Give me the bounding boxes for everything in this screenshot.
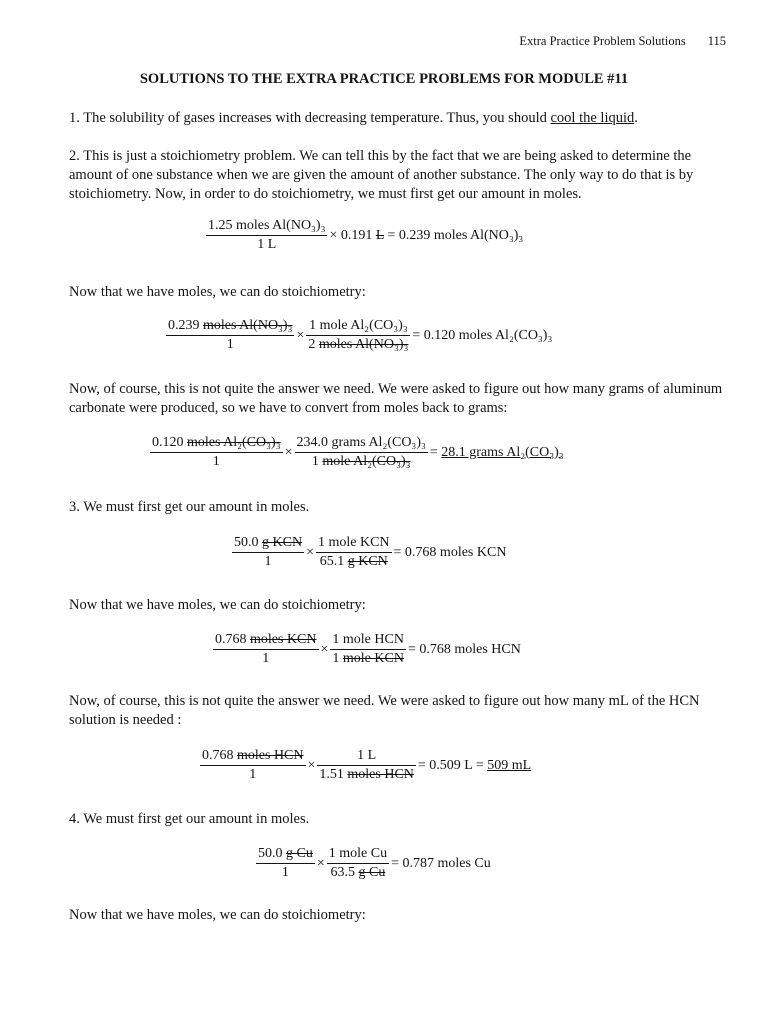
fraction: $\frac{\text{1 mole Cu}}{\text{63.5 g Cu}}$ <box>328 846 388 880</box>
cancelled-unit: moles KCN <box>250 632 317 647</box>
fraction: $\frac{\text{50.0 g KCN}}{1}$ <box>234 535 303 569</box>
cancelled-unit: mole KCN <box>342 651 404 666</box>
equation-6: $\frac{\text{0.768 moles HCN}}{1}$ × $\frac{1 L}{\text{1.51 moles HCN}}$ = 0.509 L = 509 mL <box>202 748 532 782</box>
answer-1-underlined: cool the liquid <box>550 110 635 126</box>
cancelled-unit: g KCN <box>347 554 388 569</box>
answer-4-intro: 4. We must first get our amount in moles. <box>69 811 310 827</box>
equation-3: $\frac{\text{0.120 moles Al₂(CO₃)₃}}{1}$ × $\frac{\text{234.0 grams Al₂(CO₃)₃}}{\text{1 mole Al₂(CO₃)₃}}$ = 28.1 grams Al₂(CO₃)₃ <box>152 435 564 469</box>
final-answer: 28.1 grams Al₂(CO₃)₃ <box>441 444 564 460</box>
cancelled-unit: mole Al₂(CO₃)₃ <box>322 454 411 469</box>
cancelled-unit: L <box>375 227 384 243</box>
paragraph-convert-ml: Now, of course, this is not quite the answer we need. We were asked to figure out how many mL of the HCN solution is needed : <box>69 693 700 728</box>
fraction: $\frac{\text{0.120 moles Al₂(CO₃)₃}}{1}$ <box>152 435 281 469</box>
paragraph-convert-grams: Now, of course, this is not quite the answer we need. We were asked to figure out how many grams of aluminum carbonate were produced, so we have to convert from moles back to grams: <box>69 381 723 416</box>
fraction: $\frac{\text{0.239 moles Al(NO₃)₃}}{1}$ <box>168 318 293 352</box>
fraction: $\frac{\text{234.0 grams Al₂(CO₃)₃}}{\text{1 mole Al₂(CO₃)₃}}$ <box>296 435 426 469</box>
cancelled-unit: moles Al₂(CO₃)₃ <box>187 435 281 450</box>
equation-7: $\frac{\text{50.0 g Cu}}{1}$ × $\frac{\text{1 mole Cu}}{\text{63.5 g Cu}}$ = 0.787 moles Cu <box>258 846 491 880</box>
fraction: $\frac{\text{0.768 moles HCN}}{1}$ <box>202 748 304 782</box>
equation-2: $\frac{\text{0.239 moles Al(NO₃)₃}}{1}$ × $\frac{\text{1 mole Al₂(CO₃)₃}}{\text{2 moles Al(NO₃)₃}}$ = 0.120 moles Al₂(CO₃)₃ <box>168 318 553 352</box>
page-number: 115 <box>707 34 726 48</box>
paragraph-moles-2: Now that we have moles, we can do stoichiometry: <box>69 597 366 613</box>
page-title: SOLUTIONS TO THE EXTRA PRACTICE PROBLEMS FOR MODULE #11 <box>139 71 629 87</box>
running-title: Extra Practice Problem Solutions <box>519 34 686 48</box>
cancelled-unit: g Cu <box>286 846 313 861</box>
fraction: $\frac{\text{0.768 moles KCN}}{1}$ <box>215 632 317 666</box>
equation-4: $\frac{\text{50.0 g KCN}}{1}$ × $\frac{\text{1 mole KCN}}{\text{65.1 g KCN}}$ = 0.768 moles KCN <box>234 535 507 569</box>
answer-3-intro: 3. We must first get our amount in moles. <box>69 499 310 515</box>
cancelled-unit: moles Al(NO₃)₃ <box>318 337 409 352</box>
fraction: $\frac{\text{1.25 moles Al(NO₃)₃}}{1 L}$ <box>208 218 326 252</box>
cancelled-unit: moles Al(NO₃)₃ <box>203 318 293 333</box>
fraction: $\frac{\text{1 mole Al₂(CO₃)₃}}{\text{2 moles Al(NO₃)₃}}$ <box>308 318 409 352</box>
equation-5: $\frac{\text{0.768 moles KCN}}{1}$ × $\frac{\text{1 mole HCN}}{\text{1 mole KCN}}$ = 0.768 moles HCN <box>215 632 521 666</box>
cancelled-unit: g KCN <box>262 535 303 550</box>
paragraph-moles-3: Now that we have moles, we can do stoichiometry: <box>69 907 366 923</box>
cancelled-unit: moles HCN <box>237 748 304 763</box>
cancelled-unit: moles HCN <box>347 767 414 782</box>
answer-1: 1. The solubility of gases increases with decreasing temperature. Thus, you should cool the liquid. <box>69 110 638 126</box>
paragraph-moles-1: Now that we have moles, we can do stoichiometry: <box>69 284 366 300</box>
fraction: $\frac{\text{1 mole KCN}}{\text{65.1 g KCN}}$ <box>317 535 390 569</box>
fraction: $\frac{1 L}{\text{1.51 moles HCN}}$ <box>319 748 414 782</box>
cancelled-unit: g Cu <box>358 865 386 880</box>
answer-2-intro: 2. This is just a stoichiometry problem. We can tell this by the fact that we are being asked to determine the amount of one substance when we are given the amount of another substance. The only way to do that is by stoichiometry. Now, in order to do stoichiometry, we must first get our amount in moles. <box>69 148 694 202</box>
running-header <box>519 34 726 49</box>
fraction: $\frac{\text{50.0 g Cu}}{1}$ <box>258 846 313 880</box>
equation-1: $\frac{\text{1.25 moles Al(NO₃)₃}}{1 L}$ × 0.191 L = 0.239 moles Al(NO₃)₃ <box>208 218 524 252</box>
final-answer: 509 mL <box>487 757 532 773</box>
fraction: $\frac{\text{1 mole HCN}}{\text{1 mole KCN}}$ <box>332 632 404 666</box>
